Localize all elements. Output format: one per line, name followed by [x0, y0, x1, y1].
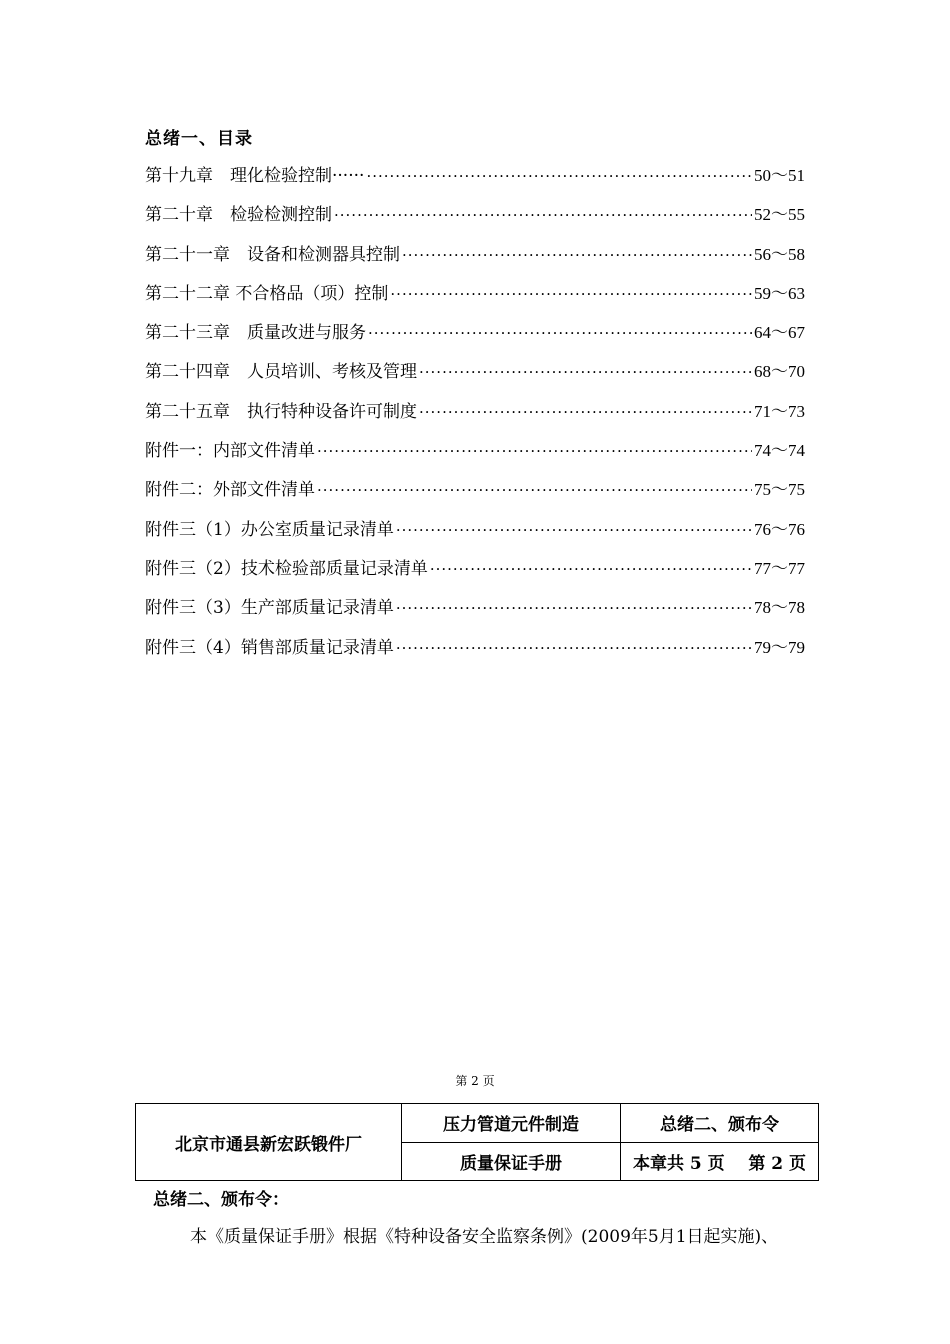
toc-item: [145, 358, 805, 397]
toc-item-pages: 78～78: [754, 598, 805, 618]
toc-item-pages: 76～76: [754, 519, 805, 539]
toc-item-title: 第二十四章 人员培训、考核及管理: [145, 362, 417, 383]
toc-leader-dots: [430, 555, 752, 583]
toc-item: [145, 476, 805, 515]
toc-item-title: 附件三（2）技术检验部质量记录清单: [145, 558, 428, 579]
toc-item-pages: 59～63: [754, 283, 805, 303]
toc-item-title: 附件三（1）办公室质量记录清单: [145, 519, 394, 540]
toc-item: [145, 398, 805, 437]
toc-leader-dots: [396, 594, 752, 622]
toc-item-pages: 75～75: [754, 480, 805, 500]
toc-leader-dots: [368, 319, 752, 347]
toc-item: [145, 280, 805, 319]
toc-leader-dots: [390, 280, 752, 308]
product-category: 压力管道元件制造: [402, 1104, 621, 1143]
toc-leader-dots: [419, 398, 752, 426]
toc-item: [145, 594, 805, 633]
toc-leader-dots: [317, 437, 752, 465]
toc-item-title: 第二十一章 设备和检测器具控制: [145, 244, 400, 265]
toc-item: [145, 555, 805, 594]
toc-leader-dots: [396, 516, 752, 544]
toc-item: [145, 516, 805, 555]
toc-item: [145, 241, 805, 280]
toc-item: [145, 437, 805, 476]
toc-item: [145, 201, 805, 240]
manual-name: 质量保证手册: [402, 1142, 621, 1181]
toc-item-title: 附件二：外部文件清单: [145, 480, 315, 501]
toc-item-title: 第二十五章 执行特种设备许可制度: [145, 401, 417, 422]
company-name: 北京市通县新宏跃锻件厂: [136, 1104, 402, 1181]
chapter-total-pages: 本章共 5 页: [632, 1153, 725, 1174]
section-label: 总绪二、颁布令: [621, 1104, 819, 1143]
toc-item-pages: 56～58: [754, 244, 805, 264]
section-title: 总绪二、颁布令：: [153, 1190, 289, 1210]
toc-item-pages: 64～67: [754, 323, 805, 343]
toc-leader-dots: [334, 201, 752, 229]
toc-item-title: 第二十二章 不合格品（项）控制: [145, 283, 389, 304]
toc-item-title: 附件一：内部文件清单: [145, 441, 315, 462]
toc-item-pages: 50～51: [754, 166, 805, 185]
toc-item-pages: 77～77: [754, 558, 805, 578]
toc-item-pages: 52～55: [754, 205, 805, 225]
toc-leader-dots: [396, 634, 752, 662]
toc-leader-dots: [366, 162, 752, 190]
toc-item-pages: 74～74: [754, 441, 805, 461]
toc-item-pages: 68～70: [754, 362, 805, 382]
toc-leader-dots: [419, 358, 752, 386]
chapter-page-info: [621, 1142, 819, 1181]
section-body-text: 本《质量保证手册》根据《特种设备安全监察条例》(2009年5月1日起实施)、: [190, 1227, 779, 1247]
toc-item-title: 第二十三章 质量改进与服务: [145, 323, 366, 344]
toc-item: [145, 634, 805, 673]
toc-leader-dots: [402, 241, 752, 269]
toc-item-title: 附件三（4）销售部质量记录清单: [145, 637, 394, 658]
toc-list: [145, 162, 805, 673]
toc-item-title: 附件三（3）生产部质量记录清单: [145, 598, 394, 619]
document-header-table: [135, 1103, 819, 1181]
toc-item-pages: 79～79: [754, 637, 805, 657]
toc-item-title: 第二十章 检验检测控制: [145, 205, 332, 226]
page-number: 第 2 页: [455, 1074, 495, 1088]
toc-item-pages: 71～73: [754, 401, 805, 421]
toc-leader-dots: [317, 476, 752, 504]
toc-item: [145, 319, 805, 358]
toc-heading: 总绪一、目录: [145, 129, 253, 149]
toc-item: [145, 162, 805, 201]
chapter-current-page: 第 2 页: [748, 1153, 807, 1174]
toc-item-title: 第十九章 理化检验控制······: [145, 166, 365, 186]
